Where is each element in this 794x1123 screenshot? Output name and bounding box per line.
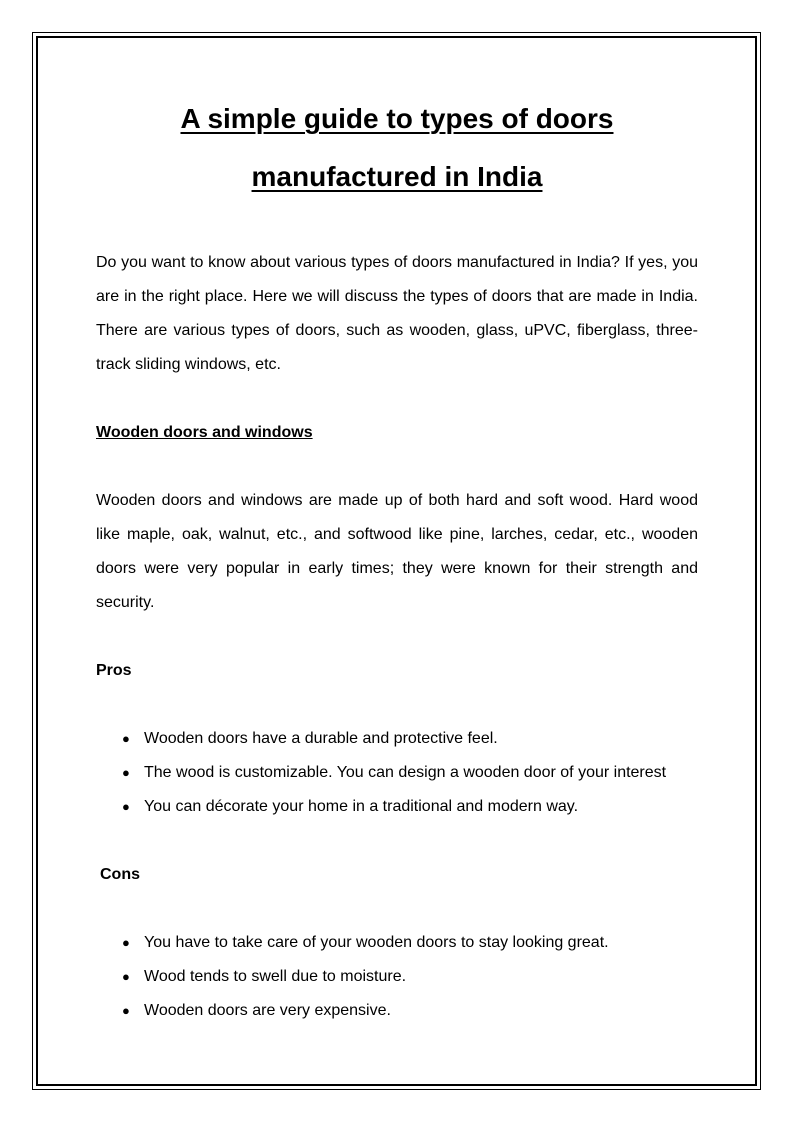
spacer — [96, 688, 698, 722]
bullet-icon: ● — [122, 935, 130, 950]
list-item — [96, 790, 698, 824]
title-line-1: A simple guide to types of doors — [180, 103, 614, 134]
bullet-icon: ● — [122, 1003, 130, 1018]
bullet-icon: ● — [122, 731, 130, 746]
list-item-text: You have to take care of your wooden doors to stay looking great. — [144, 934, 609, 951]
spacer — [96, 382, 698, 416]
section-heading — [96, 416, 698, 450]
list-item — [96, 960, 698, 994]
document-body — [96, 90, 698, 1028]
bullet-icon: ● — [122, 799, 130, 814]
list-item — [96, 722, 698, 756]
spacer — [96, 892, 698, 926]
list-item-text: The wood is customizable. You can design a wooden door of your interest — [144, 764, 667, 781]
list-item-text: You can décorate your home in a traditional and modern way. — [144, 798, 579, 815]
spacer — [96, 620, 698, 654]
pros-heading: Pros — [96, 662, 132, 679]
list-item-text: Wooden doors are very expensive. — [144, 1002, 391, 1019]
list-item-text: Wood tends to swell due to moisture. — [144, 968, 407, 985]
title-line-2: manufactured in India — [251, 161, 543, 192]
list-item — [96, 926, 698, 960]
intro-paragraph: Do you want to know about various types of doors manufactured in India? If yes, you are in the right place. Here we will discuss the types of doors that are made in India. There are various types of doors, such as wooden, glass, uPVC, fiberglass, three-track sliding windows, etc. — [96, 254, 698, 373]
list-item-text: Wooden doors have a durable and protective feel. — [144, 730, 498, 747]
pros-list — [96, 722, 698, 824]
section-heading-text: Wooden doors and windows — [96, 424, 313, 441]
section-paragraph: Wooden doors and windows are made up of both hard and soft wood. Hard wood like maple, oak, walnut, etc., and softwood like pine, larches, cedar, etc., wooden doors were very popular in early times; they were known for their strength and security. — [96, 492, 698, 611]
bullet-icon: ● — [122, 765, 130, 780]
bullet-icon: ● — [122, 969, 130, 984]
spacer — [96, 450, 698, 484]
spacer — [96, 824, 698, 858]
list-item — [96, 756, 698, 790]
cons-list — [96, 926, 698, 1028]
list-item — [96, 994, 698, 1028]
cons-heading: Cons — [100, 866, 140, 883]
page-title — [96, 90, 698, 206]
